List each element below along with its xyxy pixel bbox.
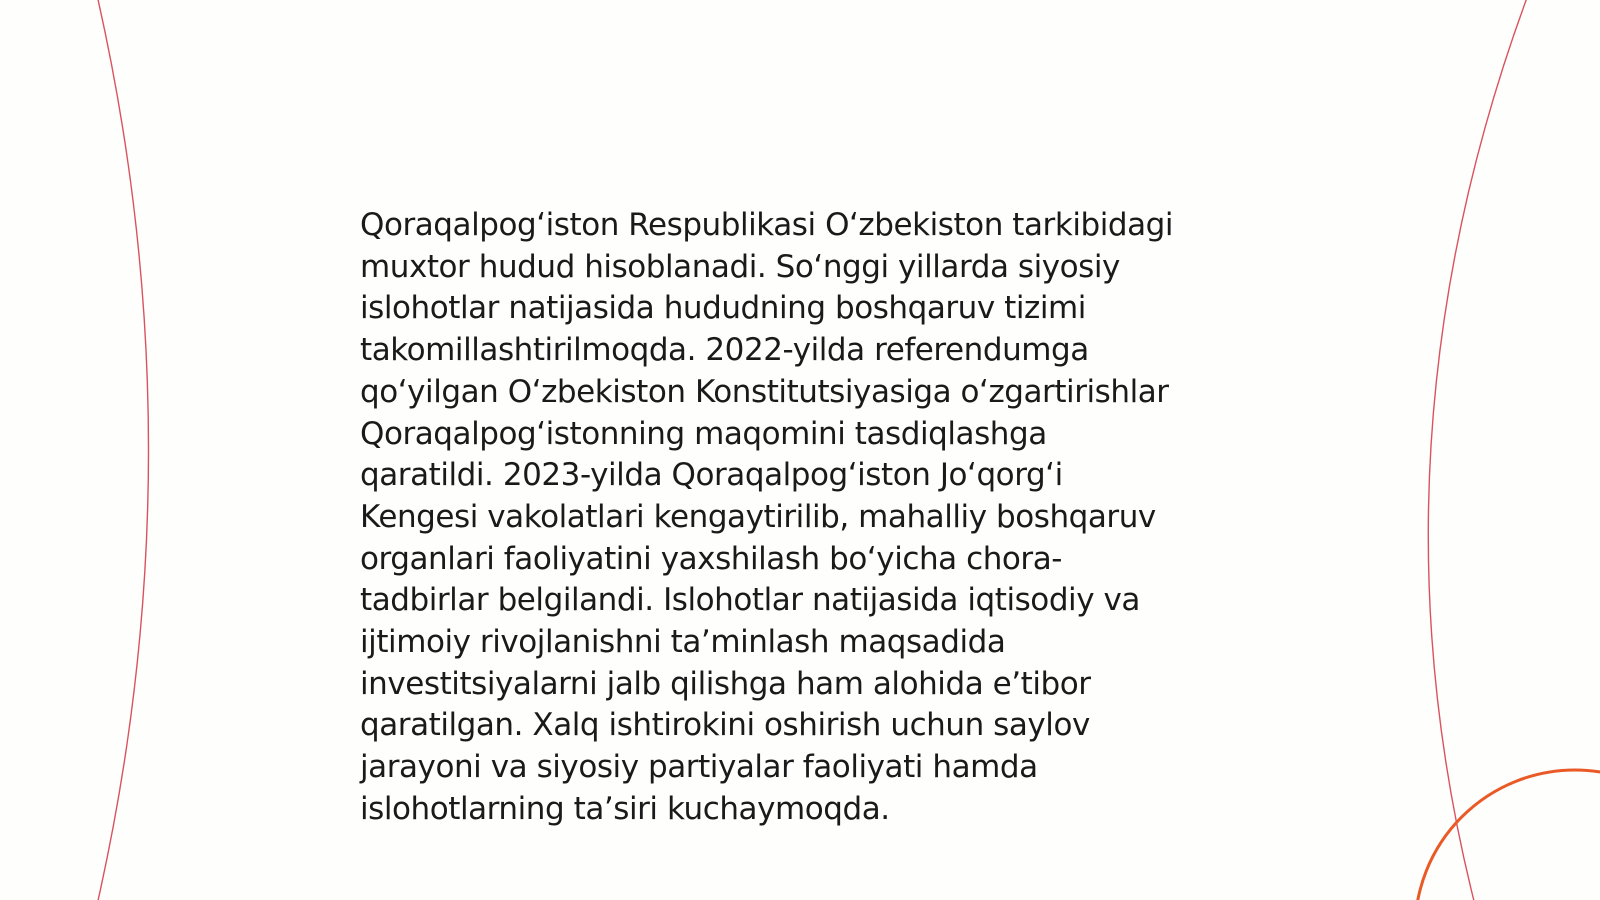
left-curve-line [97, 0, 149, 900]
accent-arc [1415, 770, 1600, 900]
body-paragraph: Qoraqalpog‘iston Respublikasi O‘zbekiston tarkibidagi muxtor hudud hisoblanadi. So‘nggi yillarda siyosiy islohotlar natijasida hududning boshqaruv tizimi takomillashtirilmoqda. 2022-yilda referendumga qo‘yilgan O‘zbekiston Konstitutsiyasiga o‘zgartirishlar Qoraqalpog‘istonning maqomini tasdiqlashga qaratildi. 2023-yilda Qoraqalpog‘iston Jo‘qorg‘i Kengesi vakolatlari kengaytirilib, mahalliy boshqaruv organlari faoliyatini yaxshilash bo‘yicha chora- tadbirlar belgilandi. Islohotlar natijasida iqtisodiy va ijtimoiy rivojlanishni ta’minlash maqsadida investitsiyalarni jalb qilishga ham alohida e’tibor qaratilgan. Xalq ishtirokini oshirish uchun saylov jarayoni va siyosiy partiyalar faoliyati hamda islohotlarning ta’siri kuchaymoqda. [360, 207, 1174, 827]
right-curve-line [1428, 0, 1528, 900]
